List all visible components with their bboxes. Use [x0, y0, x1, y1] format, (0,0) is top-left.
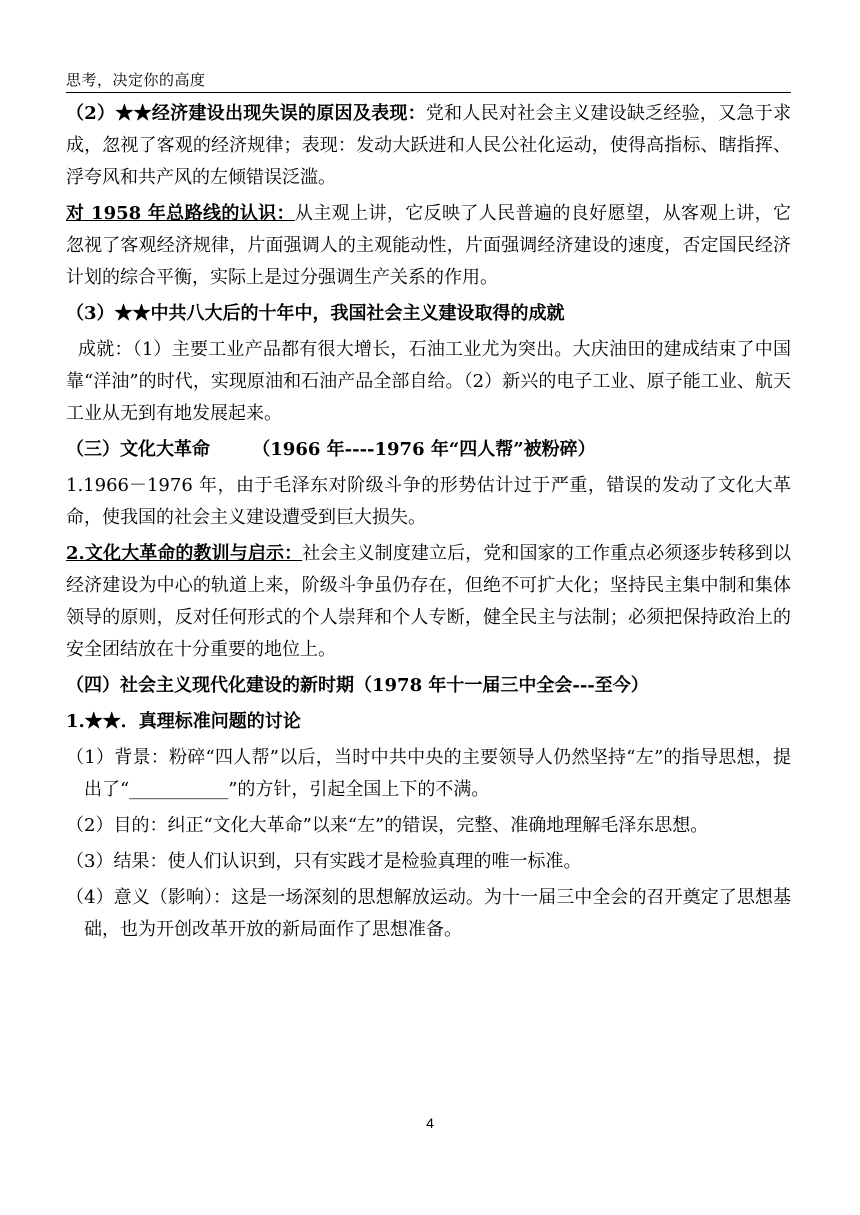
heading-achievements: （3）★★中共八大后的十年中，我国社会主义建设取得的成就: [66, 303, 565, 324]
paragraph-1958-line: [66, 198, 791, 294]
heading-truth-criterion: 1.★★．真理标准问题的讨论: [66, 711, 301, 732]
page-header: 思考，决定你的高度: [66, 70, 791, 93]
paragraph-economic-mistakes: [66, 98, 791, 194]
text-economic-mistakes: 党和人民对社会主义建设缺乏经验，又急于求成，忽视了客观的经济规律；表现：发动大跃进和人民公社化运动，使得高指标、瞎指挥、浮夸风和共产风的左倾错误泛滥。: [66, 103, 792, 188]
document-body: [66, 98, 791, 946]
item-result: （3）结果：使人们认识到，只有实践才是检验真理的唯一标准。: [66, 851, 582, 872]
page-number: 4: [426, 1115, 434, 1131]
text-1958-line: 从主观上讲，它反映了人民普遍的良好愿望，从客观上讲，它忽视了客观经济规律，片面强调人的主观能动性，片面强调经济建设的速度，否定国民经济计划的综合平衡，实际上是过分强调生产关系的作用。: [66, 203, 791, 288]
item-purpose: （2）目的：纠正“文化大革命”以来“左”的错误，完整、准确地理解毛泽东思想。: [66, 815, 709, 836]
paragraph-lessons: [66, 538, 791, 666]
item-significance: （4）意义（影响）：这是一场深刻的思想解放运动。为十一届三中全会的召开奠定了思想基础，也为开创改革开放的新局面作了思想准备。: [66, 887, 791, 940]
heading-cultural-revolution: （三）文化大革命 （1966 年----1976 年“四人帮”被粉碎）: [66, 439, 596, 460]
heading-new-period: （四）社会主义现代化建设的新时期（1978 年十一届三中全会---至今）: [66, 675, 649, 696]
paragraph-achievements: 成就：（1）主要工业产品都有很大增长，石油工业尤为突出。大庆油田的建成结束了中国靠“洋油”的时代，实现原油和石油产品全部自给。（2）新兴的电子工业、原子能工业、航天工业从无到有地发展起来。: [66, 339, 791, 424]
heading-lessons: 2.文化大革命的教训与启示：: [66, 543, 303, 564]
heading-1958-line: 对 1958 年总路线的认识：: [66, 203, 295, 224]
text-lessons: 社会主义制度建立后，党和国家的工作重点必须逐步转移到以经济建设为中心的轨道上来，阶级斗争虽仍存在，但绝不可扩大化；坚持民主集中制和集体领导的原则，反对任何形式的个人崇拜和个人专断，健全民主与法制；必须把保持政治上的安全团结放在十分重要的地位上。: [66, 543, 792, 660]
heading-economic-mistakes: （2）★★经济建设出现失误的原因及表现：: [66, 103, 426, 124]
paragraph-cultural-revolution: 1.1966－1976 年，由于毛泽东对阶级斗争的形势估计过于严重，错误的发动了文化大革命，使我国的社会主义建设遭受到巨大损失。: [66, 475, 791, 528]
item-background: （1）背景：粉碎“四人帮”以后，当时中共中央的主要领导人仍然坚持“左”的指导思想，提出了“___________”的方针，引起全国上下的不满。: [66, 747, 791, 800]
